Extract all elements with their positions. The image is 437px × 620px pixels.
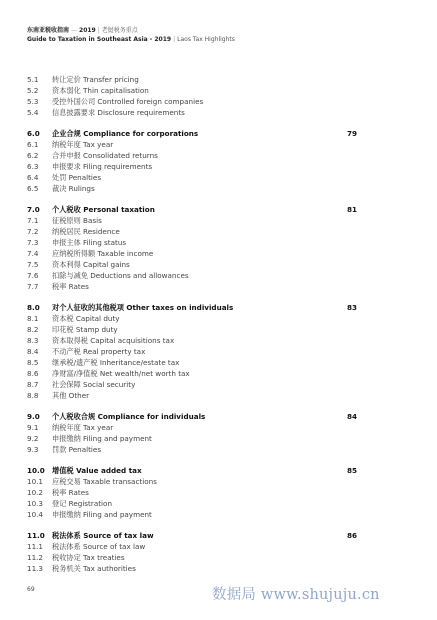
toc-subsection-entry[interactable]	[27, 96, 357, 107]
subsection-number: 6.4	[27, 173, 39, 182]
subsection-number: 8.4	[27, 347, 39, 356]
toc-subsection-entry[interactable]	[27, 281, 357, 292]
chapter-title: 个人税收 Personal taxation	[52, 205, 155, 214]
toc-subsection-entry[interactable]	[27, 270, 357, 281]
subsection-number: 11.1	[27, 542, 44, 551]
toc-subsection-entry[interactable]	[27, 259, 357, 270]
chapter-number: 9.0	[27, 412, 40, 421]
toc-subsection-entry[interactable]	[27, 139, 357, 150]
chapter-page-number: 84	[346, 412, 357, 421]
subsection-title: 纳税居民 Residence	[52, 227, 120, 236]
subsection-title: 印花税 Stamp duty	[52, 325, 118, 334]
subsection-title: 税务机关 Tax authorities	[52, 564, 136, 573]
toc-subsection-entry[interactable]	[27, 183, 357, 194]
subsection-title: 登记 Registration	[52, 499, 113, 508]
subsection-number: 7.5	[27, 260, 39, 269]
subsection-number: 5.1	[27, 75, 39, 84]
toc-subsection-entry[interactable]	[27, 379, 357, 390]
header-title-en: Guide to Taxation in Southeast Asia - 2019	[27, 36, 172, 43]
header-chinese-line: 东南亚税收指南 — 2019 | 老挝税务重点	[27, 27, 138, 34]
toc-subsection-entry[interactable]	[27, 487, 357, 498]
subsection-number: 8.2	[27, 325, 39, 334]
toc-section	[27, 204, 357, 292]
toc-subsection-entry[interactable]	[27, 313, 357, 324]
toc-section	[27, 74, 357, 118]
subsection-number: 6.3	[27, 162, 39, 171]
subsection-number: 6.2	[27, 151, 39, 160]
toc-subsection-entry[interactable]	[27, 390, 357, 401]
toc-subsection-entry[interactable]	[27, 563, 357, 574]
toc-subsection-entry[interactable]	[27, 215, 357, 226]
subsection-title: 税法体系 Source of tax law	[52, 542, 146, 551]
toc-subsection-entry[interactable]	[27, 335, 357, 346]
subsection-title: 征税原则 Basis	[52, 216, 102, 225]
subsection-number: 10.1	[27, 477, 44, 486]
subsection-title: 扣除与减免 Deductions and allowances	[52, 271, 189, 280]
subsection-title: 资本弱化 Thin capitalisation	[52, 86, 149, 95]
watermark: 数据局 www.shujuju.cn	[212, 587, 380, 603]
subsection-title: 资本取得税 Capital acquisitions tax	[52, 336, 175, 345]
chapter-title: 税法体系 Source of tax law	[52, 531, 154, 540]
chapter-number: 10.0	[27, 466, 45, 475]
chapter-title: 个人税收合规 Compliance for individuals	[52, 412, 206, 421]
toc-chapter-entry[interactable]	[27, 411, 357, 422]
subsection-number: 7.1	[27, 216, 39, 225]
table-of-contents	[27, 74, 357, 584]
chapter-title: 增值税 Value added tax	[52, 466, 142, 475]
header-year: 2019	[79, 27, 96, 34]
subsection-title: 申报缴纳 Filing and payment	[52, 510, 152, 519]
subsection-number: 6.5	[27, 184, 39, 193]
toc-subsection-entry[interactable]	[27, 444, 357, 455]
chapter-number: 6.0	[27, 129, 40, 138]
subsection-title: 税收协定 Tax treaties	[52, 553, 125, 562]
subsection-number: 5.3	[27, 97, 39, 106]
toc-chapter-entry[interactable]	[27, 465, 357, 476]
toc-section	[27, 302, 357, 401]
toc-subsection-entry[interactable]	[27, 552, 357, 563]
subsection-title: 其他 Other	[52, 391, 90, 400]
subsection-number: 7.6	[27, 271, 39, 280]
subsection-number: 10.3	[27, 499, 44, 508]
subsection-number: 7.4	[27, 249, 39, 258]
toc-subsection-entry[interactable]	[27, 248, 357, 259]
chapter-title: 企业合规 Compliance for corporations	[52, 129, 199, 138]
toc-subsection-entry[interactable]	[27, 85, 357, 96]
subsection-title: 纳税年度 Tax year	[52, 423, 114, 432]
toc-subsection-entry[interactable]	[27, 346, 357, 357]
toc-subsection-entry[interactable]	[27, 150, 357, 161]
subsection-number: 7.2	[27, 227, 39, 236]
subsection-title: 应纳税所得额 Taxable income	[52, 249, 154, 258]
subsection-number: 7.3	[27, 238, 39, 247]
toc-subsection-entry[interactable]	[27, 107, 357, 118]
toc-subsection-entry[interactable]	[27, 161, 357, 172]
subsection-title: 资本税 Capital duty	[52, 314, 120, 323]
subsection-number: 9.1	[27, 423, 39, 432]
toc-subsection-entry[interactable]	[27, 476, 357, 487]
subsection-title: 申报缴纳 Filing and payment	[52, 434, 152, 443]
subsection-number: 10.2	[27, 488, 44, 497]
toc-subsection-entry[interactable]	[27, 422, 357, 433]
subsection-title: 继承税/遗产税 Inheritance/estate tax	[52, 358, 180, 367]
chapter-page-number: 86	[346, 531, 357, 540]
header-subtitle-en: Laos Tax Highlights	[177, 36, 235, 43]
subsection-number: 11.3	[27, 564, 44, 573]
subsection-number: 11.2	[27, 553, 44, 562]
chapter-page-number: 83	[346, 303, 357, 312]
chapter-page-number: 79	[346, 129, 357, 138]
chapter-number: 11.0	[27, 531, 45, 540]
subsection-number: 6.1	[27, 140, 39, 149]
chapter-number: 7.0	[27, 205, 40, 214]
subsection-title: 处罚 Penalties	[52, 173, 102, 182]
subsection-number: 8.1	[27, 314, 39, 323]
toc-section	[27, 128, 357, 194]
subsection-title: 税率 Rates	[52, 282, 89, 291]
toc-section	[27, 465, 357, 520]
subsection-number: 9.3	[27, 445, 39, 454]
toc-subsection-entry[interactable]	[27, 324, 357, 335]
subsection-number: 5.2	[27, 86, 39, 95]
subsection-title: 不动产税 Real property tax	[52, 347, 146, 356]
chapter-page-number: 81	[346, 205, 357, 214]
page-number: 69	[27, 586, 35, 593]
subsection-number: 5.4	[27, 108, 39, 117]
toc-subsection-entry[interactable]	[27, 74, 357, 85]
chapter-page-number: 85	[346, 466, 357, 475]
subsection-title: 社会保障 Social security	[52, 380, 136, 389]
subsection-title: 信息披露要求 Disclosure requirements	[52, 108, 185, 117]
header-title-cn: 东南亚税收指南	[27, 27, 70, 34]
subsection-number: 8.7	[27, 380, 39, 389]
subsection-title: 资本利得 Capital gains	[52, 260, 130, 269]
header-english-line: Guide to Taxation in Southeast Asia - 2019 | Laos Tax Highlights	[27, 36, 235, 43]
toc-subsection-entry[interactable]	[27, 498, 357, 509]
page-header	[27, 26, 235, 44]
toc-subsection-entry[interactable]	[27, 541, 357, 552]
toc-subsection-entry[interactable]	[27, 226, 357, 237]
subsection-title: 转让定价 Transfer pricing	[52, 75, 139, 84]
chapter-number: 8.0	[27, 303, 40, 312]
subsection-title: 申报主体 Filing status	[52, 238, 127, 247]
toc-subsection-entry[interactable]	[27, 172, 357, 183]
subsection-number: 10.4	[27, 510, 44, 519]
toc-chapter-entry[interactable]	[27, 530, 357, 541]
toc-subsection-entry[interactable]	[27, 237, 357, 248]
subsection-number: 8.6	[27, 369, 39, 378]
subsection-number: 8.8	[27, 391, 39, 400]
subsection-title: 纳税年度 Tax year	[52, 140, 114, 149]
toc-subsection-entry[interactable]	[27, 357, 357, 368]
chapter-title: 对个人征收的其他税项 Other taxes on individuals	[52, 303, 234, 312]
toc-subsection-entry[interactable]	[27, 368, 357, 379]
subsection-number: 8.5	[27, 358, 39, 367]
toc-chapter-entry[interactable]	[27, 204, 357, 215]
subsection-title: 裁决 Rulings	[52, 184, 95, 193]
toc-section	[27, 530, 357, 574]
toc-section	[27, 411, 357, 455]
subsection-title: 税率 Rates	[52, 488, 89, 497]
toc-chapter-entry[interactable]	[27, 128, 357, 139]
toc-chapter-entry[interactable]	[27, 302, 357, 313]
subsection-title: 净财富/净值税 Net wealth/net worth tax	[52, 369, 190, 378]
subsection-title: 罚款 Penalties	[52, 445, 102, 454]
toc-subsection-entry[interactable]	[27, 509, 357, 520]
subsection-number: 9.2	[27, 434, 39, 443]
toc-subsection-entry[interactable]	[27, 433, 357, 444]
subsection-title: 申报要求 Filing requirements	[52, 162, 153, 171]
subsection-number: 7.7	[27, 282, 39, 291]
header-subtitle-cn: 老挝税务重点	[101, 27, 138, 34]
subsection-title: 合并申报 Consolidated returns	[52, 151, 158, 160]
subsection-title: 受控外国公司 Controlled foreign companies	[52, 97, 204, 106]
subsection-number: 8.3	[27, 336, 39, 345]
subsection-title: 应税交易 Taxable transactions	[52, 477, 157, 486]
